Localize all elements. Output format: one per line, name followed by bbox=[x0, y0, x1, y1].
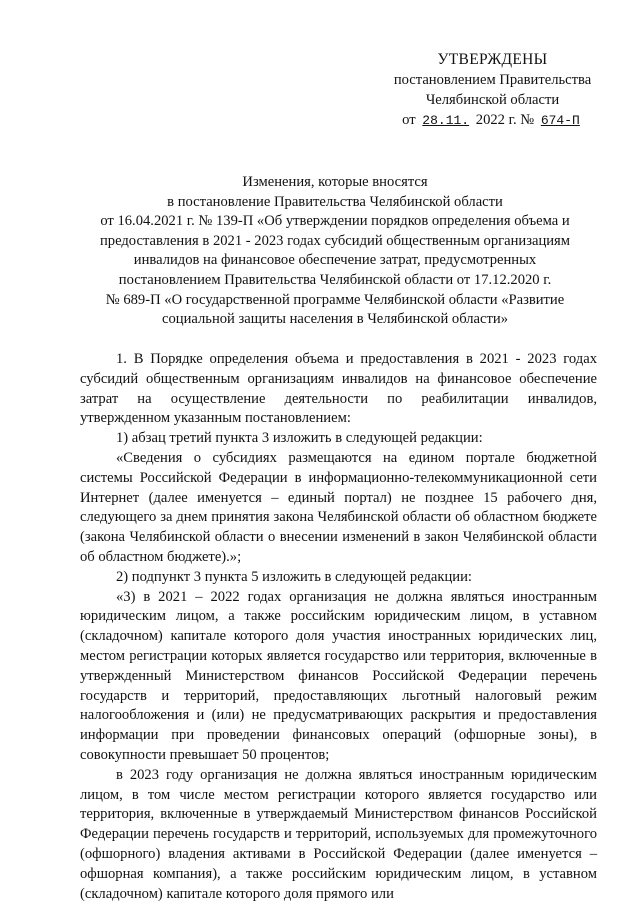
heading-line: инвалидов на финансовое обеспечение затрат, предусмотренных bbox=[133, 252, 537, 269]
date-prefix: от bbox=[402, 112, 416, 128]
body-paragraph: 2) подпункт 3 пункта 5 изложить в следующей редакции: bbox=[116, 568, 472, 585]
body-paragraph: «Сведения о субсидиях размещаются на едином портале бюджетной системы Российской Федерации в информационно-телекоммуникационной сети Интернет (далее именуется – единый портал) не позднее 15 рабочего дня, следующего за днем принятия закона Челябинской области об областном бюджете (закона Челябинской области о внесении изменений в закон Челябинской области об областном бюджете).»; bbox=[80, 449, 597, 565]
heading-line: № 689-П «О государственной программе Челябинской области «Развитие bbox=[105, 291, 565, 308]
heading-line: в постановление Правительства Челябинской области bbox=[167, 193, 503, 210]
heading-line: предоставления в 2021 - 2023 годах субсидий общественным организациям bbox=[99, 232, 571, 249]
approval-date: 28.11. bbox=[422, 113, 470, 128]
approval-title: УТВЕРЖДЕНЫ bbox=[437, 51, 548, 68]
body-paragraph: 1. В Порядке определения объема и предоставления в 2021 - 2023 годах субсидий общественным организациям инвалидов на финансовое обеспечение затрат на осуществление деятельности по реабилитации инвалидов, утвержденном указанным постановлением: bbox=[80, 351, 597, 427]
approval-line-1: постановлением Правительства bbox=[393, 72, 592, 88]
document-body bbox=[80, 350, 597, 904]
approval-line-2: Челябинской области bbox=[425, 92, 560, 108]
heading-line: от 16.04.2021 г. № 139-П «Об утверждении порядков определения объема и bbox=[100, 213, 570, 230]
heading-line: постановлением Правительства Челябинской области от 17.12.2020 г. bbox=[118, 271, 552, 288]
approval-stamp bbox=[370, 50, 615, 131]
document-heading bbox=[80, 173, 590, 330]
body-paragraph: 1) абзац третий пункта 3 изложить в следующей редакции: bbox=[116, 430, 483, 447]
heading-line: социальной защиты населения в Челябинской области» bbox=[162, 311, 508, 328]
approval-number: 674-П bbox=[540, 113, 580, 128]
approval-year: 2022 г. № bbox=[475, 112, 535, 128]
body-paragraph: в 2023 году организация не должна являться иностранным юридическим лицом, в том числе местом регистрации которого является государство или территория, включенные в утверждаемый Министерством финансов Российской Федерации перечень государств и территорий, используемых для промежуточного (офшорного) владения активами в Российской Федерации (далее именуется – офшорная компания), а также российским юридическим лицом, в уставном (складочном) капитале которого доля прямого или bbox=[80, 766, 597, 902]
heading-line: Изменения, которые вносятся bbox=[242, 174, 428, 190]
body-paragraph: «3) в 2021 – 2022 годах организация не должна являться иностранным юридическим лицом, а также российским юридическим лицом, в уставном (складочном) капитале которого доля участия иностранных юридических лиц, местом регистрации которых является государство или территория, включенные в утвержденный Министерством финансов Российской Федерации перечень государств и территорий, предоставляющих льготный налоговый режим налогообложения и (или) не предусматривающих раскрытия и предоставления информации при проведении финансовых операций (офшорные зоны), в совокупности превышает 50 процентов; bbox=[80, 588, 597, 763]
approval-date-line bbox=[370, 110, 615, 131]
